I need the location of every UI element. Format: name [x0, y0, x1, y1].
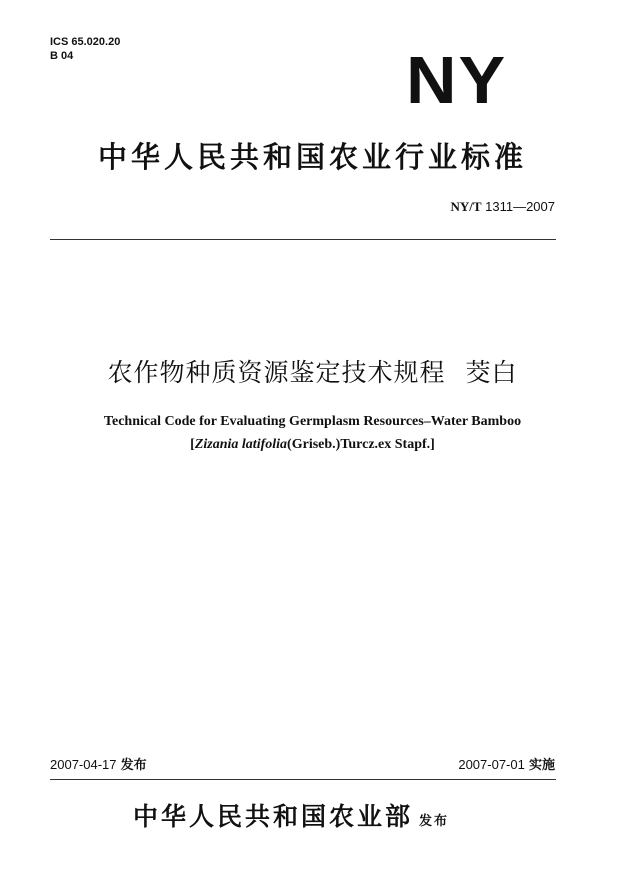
chinese-title-main: 农作物种质资源鉴定技术规程	[107, 358, 446, 387]
latin-genus: Zizania	[194, 437, 239, 452]
chinese-title	[0, 358, 625, 388]
classification-codes	[50, 35, 120, 63]
issue-date-value: 2007-04-17	[50, 757, 117, 772]
standard-number	[450, 199, 555, 215]
english-title: Technical Code for Evaluating Germplasm Resources–Water Bamboo	[103, 414, 522, 429]
standard-number-value: 1311—2007	[485, 199, 555, 214]
issue-date-label: 发布	[120, 758, 147, 773]
chinese-title-crop: 茭白	[465, 358, 518, 387]
issuing-authority	[133, 801, 449, 838]
ccs-code: B 04	[50, 50, 74, 62]
latin-name	[0, 436, 625, 454]
ministry-name: 中华人民共和国农业部	[133, 802, 414, 831]
latin-species: latifolia	[241, 437, 288, 452]
implementation-date	[458, 756, 555, 775]
standard-number-prefix: NY/T	[450, 199, 482, 214]
latin-open-bracket: [	[190, 437, 195, 452]
standard-category-title: 中华人民共和国农业行业标准	[97, 140, 527, 174]
implementation-date-value: 2007-07-01	[458, 757, 525, 772]
implementation-date-label: 实施	[528, 758, 555, 773]
ics-code: ICS 65.020.20	[50, 36, 121, 48]
footer-divider	[50, 779, 556, 780]
ny-logo: NY	[406, 42, 508, 118]
ministry-action: 发布	[419, 814, 450, 829]
header-divider	[50, 239, 556, 240]
latin-authority: (Griseb.)Turcz.ex Stapf.]	[287, 437, 435, 452]
issue-date	[50, 756, 147, 775]
